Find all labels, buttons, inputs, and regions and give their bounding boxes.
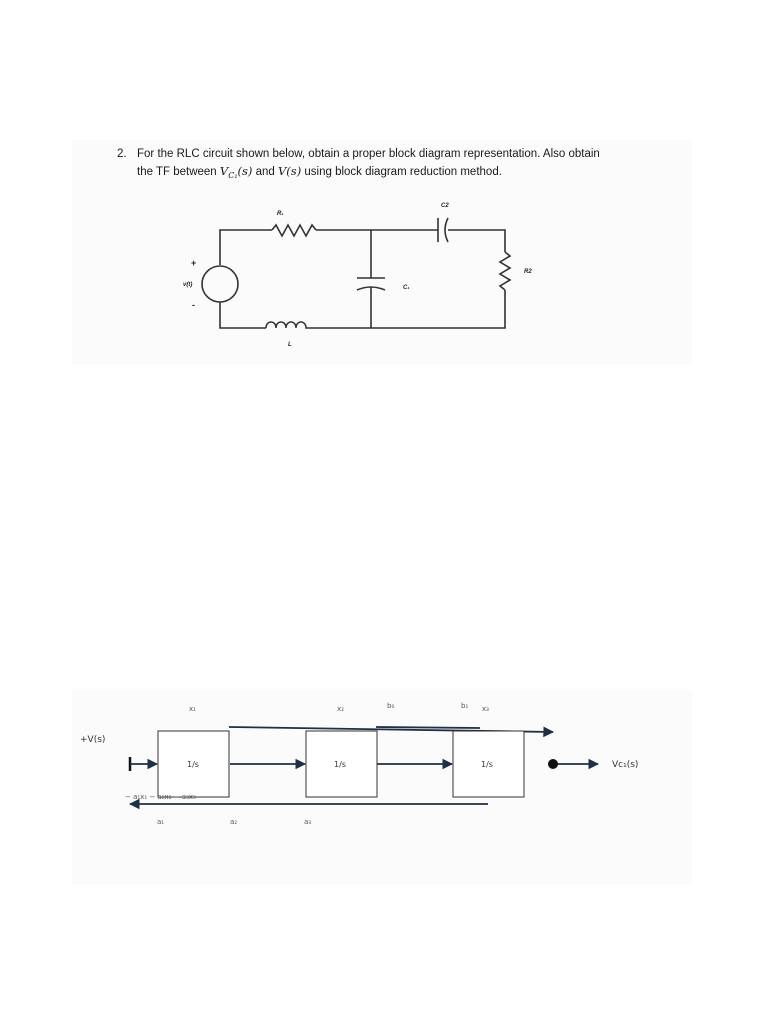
- c1-label: C₁: [403, 285, 410, 291]
- vc1-symbol: $V_{C_1}(s)$: [219, 164, 253, 180]
- a2-label: a₂: [230, 818, 238, 826]
- source-label: v(t): [183, 282, 193, 288]
- r2-label: R2: [524, 269, 532, 275]
- output-node: [548, 759, 558, 769]
- block-2-label: 1/s: [334, 760, 346, 769]
- summing-expression: − a₁x₁ − a₂x₂ − a₃x₃: [125, 793, 196, 801]
- question-number: 2.: [117, 148, 127, 160]
- input-label: +V(s): [80, 735, 106, 745]
- b1-label: b₁: [461, 702, 469, 710]
- inductor-label: L: [288, 342, 292, 348]
- and-text: and: [252, 166, 278, 178]
- r1-label: R₁: [277, 211, 284, 217]
- b0-label: b₀: [387, 702, 395, 710]
- source-plus-sign: +: [191, 258, 197, 268]
- vs-symbol: V(s): [278, 164, 302, 178]
- feedforward-line-b1: [376, 727, 480, 728]
- state-label-x1: x₁: [189, 705, 196, 713]
- c2-label: C2: [441, 203, 449, 209]
- block-1-label: 1/s: [187, 760, 199, 769]
- question-line-2-suffix: using block diagram reduction method.: [301, 166, 502, 178]
- a1-label: a₁: [157, 818, 165, 826]
- question-line-1: For the RLC circuit shown below, obtain a proper block diagram representation. Also obtain: [137, 148, 600, 160]
- output-label: Vc₁(s): [612, 760, 639, 770]
- question-line-2-prefix: the TF between: [137, 166, 220, 178]
- source-minus-sign: -: [192, 300, 195, 310]
- state-label-x3: x₃: [482, 705, 489, 713]
- a3-label: a₃: [304, 818, 312, 826]
- block-3-label: 1/s: [481, 760, 493, 769]
- state-label-x2: x₂: [337, 705, 344, 713]
